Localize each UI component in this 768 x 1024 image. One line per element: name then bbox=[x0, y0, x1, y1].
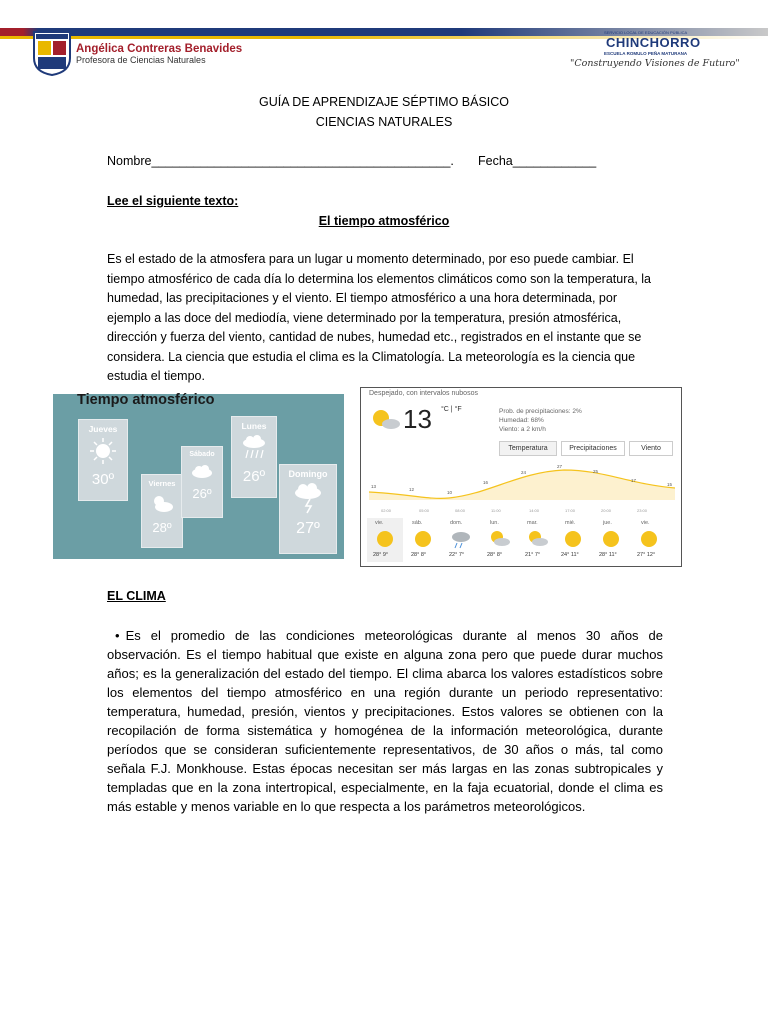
weather-day-name: Lunes bbox=[241, 421, 267, 431]
forecast-day: mié. bbox=[565, 520, 576, 526]
curve-value: 27 bbox=[557, 464, 563, 469]
weather-card-jueves bbox=[78, 419, 128, 501]
tab-viento[interactable]: Viento bbox=[629, 441, 673, 456]
partly-cloudy-icon bbox=[491, 531, 510, 546]
forecast-day: jue. bbox=[603, 520, 612, 526]
curve-value: 17 bbox=[631, 478, 637, 483]
sun-icon bbox=[641, 531, 657, 547]
section-title-clima: EL CLIMA bbox=[107, 589, 166, 603]
forecast-temps: 28° 9° bbox=[373, 552, 389, 558]
weather-image-title: Tiempo atmosférico bbox=[77, 392, 215, 408]
weather-day-temp: 28º bbox=[152, 520, 172, 535]
paragraph-tiempo-atmosferico: Es el estado de la atmosfera para un lugar u momento determinado, por eso puede cambiar. El tiempo atmosférico de cada día lo determina los elementos climáticos como son la temperatura, la humedad, las precipitaciones y el viento. El tiempo atmosférico a una hora determinada, por ejemplo a las doce del mediodía, viene determinado por la temperatura, presión atmosférica, dirección y fuerza del viento, cantidad de nubes, humedad etc., registrados en el instante que se considera. La ciencia que estudia el clima es la Climatología. La meteorología es la ciencia que estudia el tiempo. bbox=[107, 252, 652, 383]
forecast-temps: 28° 8° bbox=[411, 552, 427, 558]
curve-value: 10 bbox=[447, 490, 453, 495]
weather-forecast-image-left bbox=[53, 394, 344, 559]
temperature-units-toggle[interactable]: °C | °F bbox=[441, 406, 462, 413]
weather-details bbox=[499, 407, 582, 434]
partly-cloudy-icon bbox=[369, 406, 401, 434]
school-motto: "Construyendo Visiones de Futuro" bbox=[570, 58, 740, 69]
instruction-heading: Lee el siguiente texto: bbox=[107, 194, 239, 208]
temperature-curve-chart bbox=[369, 460, 675, 518]
teacher-name: Angélica Contreras Benavides bbox=[76, 43, 243, 55]
curve-value: 24 bbox=[521, 470, 527, 475]
school-name: CHINCHORRO bbox=[606, 35, 701, 50]
weather-condition: Despejado, con intervalos nubosos bbox=[369, 390, 478, 397]
rain-cloud-icon bbox=[452, 532, 470, 548]
hour-label: 08:00 bbox=[455, 508, 466, 513]
weather-card-sabado bbox=[181, 446, 223, 518]
hour-label: 23:00 bbox=[637, 508, 648, 513]
hour-label: 02:00 bbox=[381, 508, 392, 513]
forecast-temps: 28° 8° bbox=[487, 552, 503, 558]
partly-cloudy-icon bbox=[529, 531, 548, 546]
forecast-temps: 27° 12° bbox=[637, 552, 656, 558]
weather-day-name: Viernes bbox=[148, 479, 176, 488]
weather-day-name: Sábado bbox=[189, 451, 215, 458]
hour-label: 20:00 bbox=[601, 508, 612, 513]
fecha-field[interactable]: Fecha____________ bbox=[478, 154, 597, 168]
sun-icon bbox=[603, 531, 619, 547]
forecast-temps: 28° 11° bbox=[599, 552, 617, 558]
curve-value: 15 bbox=[667, 482, 673, 487]
rain-cloud-icon bbox=[238, 433, 270, 463]
curve-value: 16 bbox=[483, 480, 489, 485]
daily-forecast-row bbox=[367, 518, 677, 562]
storm-cloud-icon bbox=[288, 481, 328, 515]
sun-icon bbox=[88, 436, 118, 466]
hour-label: 14:00 bbox=[529, 508, 540, 513]
forecast-temps: 21° 7° bbox=[525, 552, 541, 558]
weather-widget-image-right bbox=[360, 387, 682, 567]
teacher-role: Profesora de Ciencias Naturales bbox=[76, 55, 206, 65]
sun-icon bbox=[415, 531, 431, 547]
humidity: Humedad: 68% bbox=[499, 417, 544, 424]
forecast-day: dom. bbox=[450, 520, 463, 526]
hour-label: 17:00 bbox=[565, 508, 576, 513]
weather-day-name: Domingo bbox=[288, 469, 328, 479]
curve-value: 13 bbox=[371, 484, 377, 489]
curve-value: 12 bbox=[409, 487, 415, 492]
weather-day-temp: 30º bbox=[91, 471, 115, 488]
precipitation-probability: Prob. de precipitaciones: 2% bbox=[499, 408, 582, 415]
weather-card-lunes bbox=[231, 416, 277, 498]
forecast-temps: 22° 7° bbox=[449, 552, 465, 558]
curve-value: 25 bbox=[593, 469, 599, 474]
tab-precipitaciones[interactable]: Precipitaciones bbox=[561, 441, 625, 456]
paragraph-clima-text: Es el promedio de las condiciones meteorológicas durante al menos 30 años de observación. Es el tiempo habitual que existe en alguna zona pero que puede durar muchos años; es la generalización del estado del tiempo. El clima abarca los valores estadísticos sobre los elementos del tiempo atmosférico en una región durante un periodo representativo: temperatura, humedad, presión, vientos y precipitaciones. Estos valores se obtienen con la recopilación de forma sistemática y homogénea de la información meteorológica, durante períodos que se consideran suficientemente representativos, de 30 años o más, tal como señala F.J. Monkhouse. Estas épocas necesitan ser más largas en las zonas subtropicales y templadas que en la zona intertropical, especialmente, en la faja ecuatorial, donde el clima es más estable y menos variable en lo que respecta a los parámetros meteorológicos. bbox=[107, 628, 663, 814]
weather-day-temp: 26º bbox=[242, 468, 266, 485]
forecast-icons bbox=[367, 529, 677, 549]
tab-temperatura[interactable]: Temperatura bbox=[499, 441, 557, 456]
nombre-field[interactable]: Nombre___________________________________________. bbox=[107, 154, 454, 168]
cloud-icon bbox=[188, 461, 216, 481]
weather-day-temp: 27º bbox=[296, 520, 320, 537]
weather-card-domingo bbox=[279, 464, 337, 554]
weather-card-viernes bbox=[141, 474, 183, 548]
forecast-day: vie. bbox=[641, 520, 650, 526]
guide-title: GUÍA DE APRENDIZAJE SÉPTIMO BÁSICO bbox=[258, 95, 510, 109]
school-subtitle: ESCUELA ROMULO PEÑA MATURANA bbox=[604, 51, 688, 56]
paragraph-clima bbox=[107, 626, 663, 816]
hour-label: 05:00 bbox=[419, 508, 430, 513]
weather-day-name: Jueves bbox=[88, 424, 118, 434]
subject-title: CIENCIAS NATURALES bbox=[315, 115, 453, 129]
school-top-text: SERVICIO LOCAL DE EDUCACIÓN PÚBLICA bbox=[604, 30, 688, 35]
sun-icon bbox=[565, 531, 581, 547]
school-logo bbox=[570, 30, 740, 76]
forecast-day: sáb. bbox=[412, 520, 423, 526]
forecast-temps: 24° 11° bbox=[561, 552, 579, 558]
partly-cloudy-icon bbox=[148, 491, 176, 515]
hour-label: 11:00 bbox=[491, 508, 501, 513]
bullet-marker: • bbox=[115, 628, 120, 643]
sun-icon bbox=[377, 531, 393, 547]
school-shield-logo bbox=[30, 30, 74, 76]
wind: Viento: a 2 km/h bbox=[499, 426, 546, 433]
forecast-day: vie. bbox=[375, 520, 384, 526]
weather-day-temp: 26º bbox=[192, 486, 212, 501]
forecast-day: mar. bbox=[527, 520, 538, 526]
current-temperature: 13 bbox=[403, 404, 432, 434]
section-title-tiempo: El tiempo atmosférico bbox=[318, 214, 450, 228]
forecast-day: lun. bbox=[490, 520, 499, 526]
